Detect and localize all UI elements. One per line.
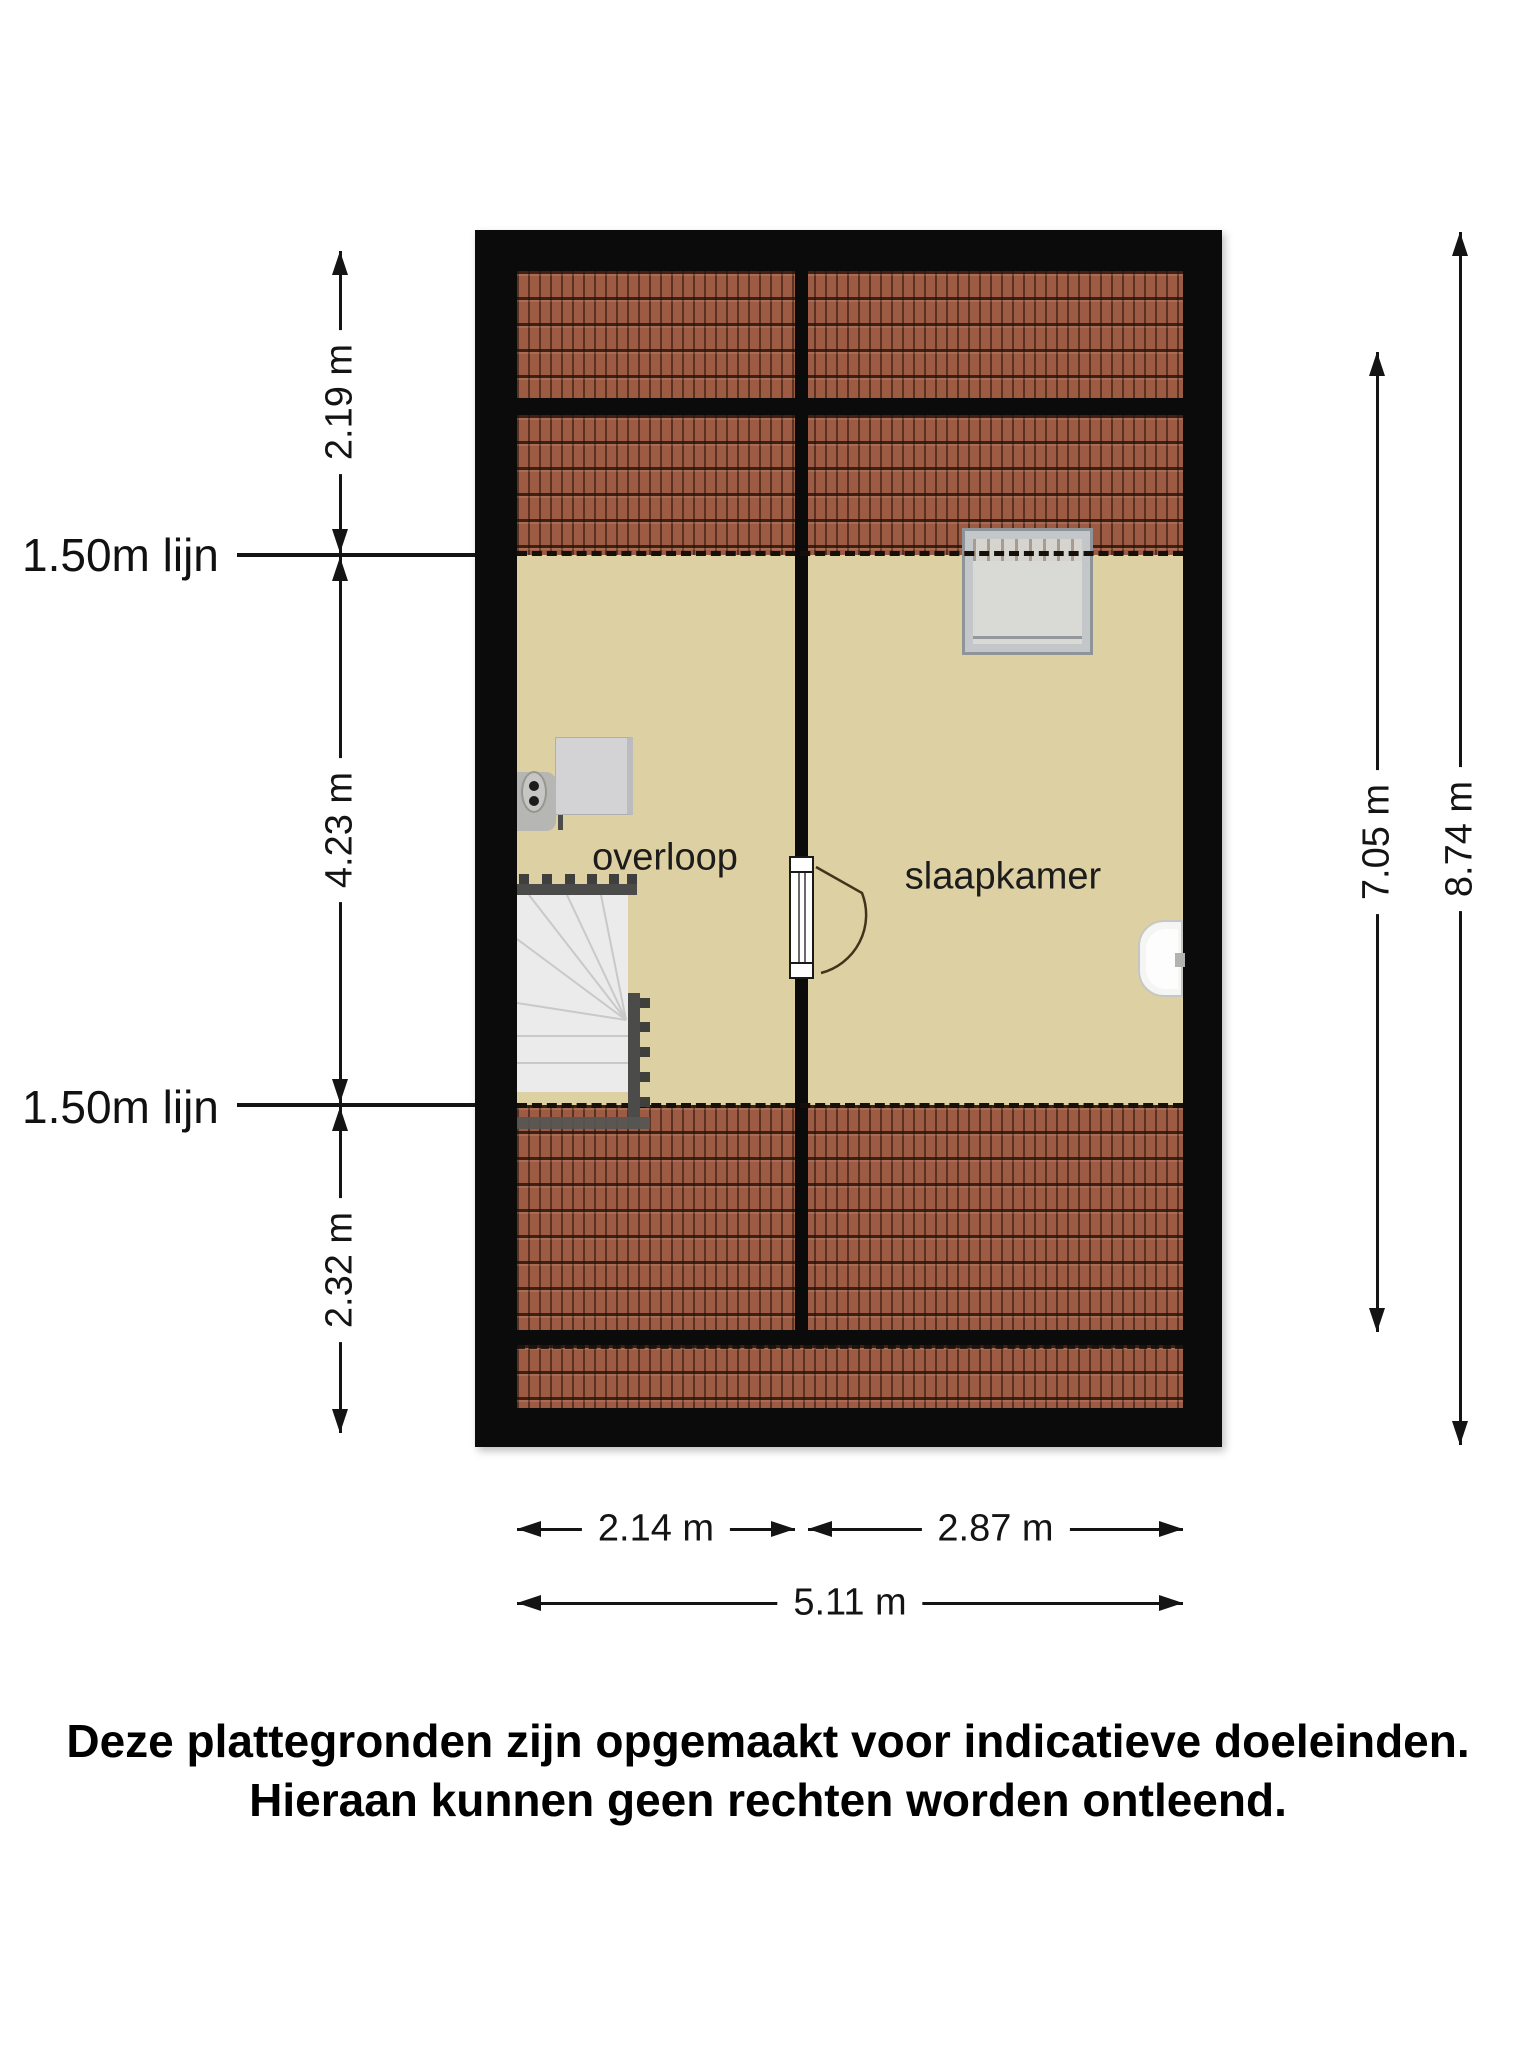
window-sill bbox=[973, 636, 1082, 639]
boiler-knob bbox=[529, 796, 539, 806]
divider-wall-upper bbox=[795, 271, 808, 858]
room-label-overloop: overloop bbox=[592, 836, 738, 879]
dashed-150cm-line-upper bbox=[517, 551, 1183, 556]
stair-railing-right bbox=[628, 993, 640, 1129]
floorplan bbox=[475, 230, 1222, 1447]
150cm-line-label-1: 1.50m lijn bbox=[22, 529, 219, 581]
dimension-label: 7.05 m bbox=[1350, 770, 1405, 914]
railing-post bbox=[542, 874, 552, 884]
dimension-left-232 bbox=[318, 1107, 361, 1433]
dimension-bottom-214 bbox=[517, 1507, 795, 1550]
railing-post bbox=[640, 1022, 650, 1032]
dimension-label: 5.11 m bbox=[777, 1580, 922, 1627]
dimension-right-874 bbox=[1438, 232, 1481, 1445]
railing-post bbox=[640, 1072, 650, 1082]
door-swing-arc bbox=[813, 859, 883, 981]
dimension-bottom-287 bbox=[808, 1507, 1183, 1550]
washbasin-tap bbox=[1175, 953, 1185, 967]
staircase bbox=[517, 895, 628, 1092]
dimension-label: 8.74 m bbox=[1433, 766, 1488, 910]
dimension-label: 2.87 m bbox=[921, 1506, 1069, 1553]
dimension-label: 2.14 m bbox=[582, 1506, 730, 1553]
dimension-bottom-511 bbox=[517, 1581, 1183, 1624]
railing-post bbox=[519, 874, 529, 884]
door-hinge-block-bottom bbox=[789, 962, 814, 979]
railing-post bbox=[565, 874, 575, 884]
boiler-knob bbox=[529, 781, 539, 791]
railing-post bbox=[640, 1097, 650, 1107]
stair-railing-bottom bbox=[517, 1117, 650, 1129]
dimension-right-705 bbox=[1355, 352, 1398, 1332]
dimension-label: 4.23 m bbox=[313, 758, 368, 902]
dimension-left-219 bbox=[318, 251, 361, 553]
stair-treads bbox=[517, 895, 628, 1092]
door-leaf-line bbox=[798, 860, 800, 975]
dimension-label: 2.19 m bbox=[313, 330, 368, 474]
dashed-150cm-line-lower bbox=[517, 1103, 1183, 1108]
stair-railing-top bbox=[517, 884, 637, 895]
roof-tile-strip-top bbox=[517, 271, 1183, 398]
boiler-oval bbox=[521, 771, 547, 813]
roof-tile-strip-bottom bbox=[517, 1345, 1183, 1408]
dimension-label: 2.32 m bbox=[313, 1198, 368, 1342]
boiler-pipe bbox=[558, 815, 563, 830]
dashed-edge-bottom-strip bbox=[517, 1345, 1183, 1349]
150cm-line-2 bbox=[237, 1103, 475, 1107]
disclaimer-line-1: Deze plattegronden zijn opgemaakt voor indicatieve doeleinden. bbox=[66, 1715, 1470, 1767]
door-hinge-block-top bbox=[789, 856, 814, 873]
railing-post bbox=[640, 1047, 650, 1057]
window-tile-overlap bbox=[973, 539, 1082, 561]
roof-slope-lower bbox=[517, 1105, 1183, 1330]
door-leaf-line bbox=[804, 860, 806, 975]
150cm-line-label-2: 1.50m lijn bbox=[22, 1081, 219, 1133]
floorplan-interior bbox=[517, 271, 1183, 1408]
door-leaf bbox=[789, 856, 814, 979]
boiler-unit bbox=[555, 737, 633, 815]
divider-wall-lower bbox=[795, 977, 808, 1345]
dormer-window bbox=[962, 528, 1093, 655]
disclaimer-line-2: Hieraan kunnen geen rechten worden ontleend. bbox=[249, 1774, 1287, 1826]
wall-band-top bbox=[517, 398, 1183, 415]
dimension-left-423 bbox=[318, 557, 361, 1103]
room-label-slaapkamer: slaapkamer bbox=[904, 855, 1102, 898]
150cm-line-1 bbox=[237, 553, 475, 557]
washbasin-bowl bbox=[1146, 929, 1178, 989]
wall-band-bottom bbox=[517, 1330, 1183, 1345]
disclaimer bbox=[0, 1712, 1536, 1830]
railing-post bbox=[640, 998, 650, 1008]
